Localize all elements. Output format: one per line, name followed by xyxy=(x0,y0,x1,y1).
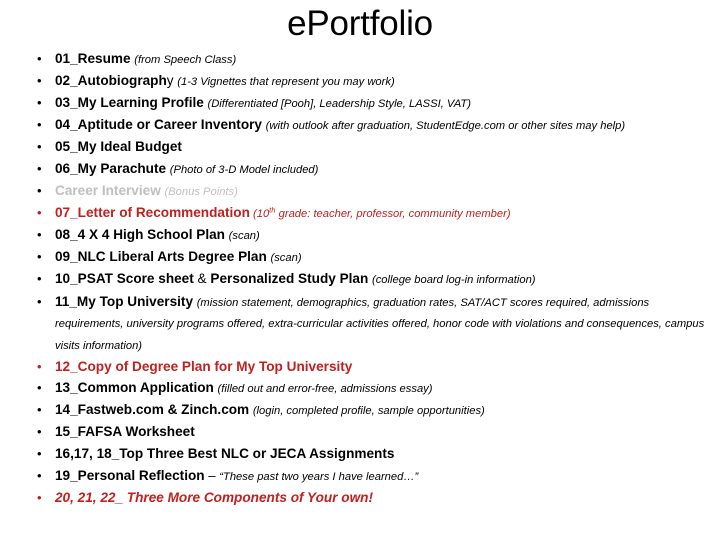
list-item[interactable] xyxy=(0,400,714,422)
bullet-point-icon: • xyxy=(37,51,42,66)
list-item[interactable] xyxy=(0,49,714,71)
list-item-title: 16,17, 18_Top Three Best NLC or JECA Assignments xyxy=(55,446,395,461)
bullet-point-icon: • xyxy=(37,139,42,155)
bullet-point-icon: • xyxy=(37,402,42,418)
list-item[interactable] xyxy=(0,269,714,291)
list-item-text xyxy=(55,444,706,465)
list-item-title-tail: y xyxy=(166,73,174,89)
list-item[interactable] xyxy=(0,203,714,225)
list-item-text xyxy=(55,378,706,400)
bullet-point-icon: • xyxy=(37,424,42,440)
list-item-note: (Photo of 3-D Model included) xyxy=(169,163,319,176)
list-item-title: 08_4 X 4 High School Plan xyxy=(55,227,225,243)
list-item-title: 12_Copy of Degree Plan for My Top University xyxy=(55,358,353,374)
list-item-title: 05_My Ideal Budget xyxy=(55,139,182,155)
bullet-point-icon: • xyxy=(37,293,42,309)
bullet-point-icon: • xyxy=(37,95,42,111)
list-item-text xyxy=(55,71,706,93)
list-item-text xyxy=(55,137,706,158)
list-item-note: (Differentiated [Pooh], Leadership Style, LASSI, VAT) xyxy=(207,98,471,111)
list-item-note: (Bonus Points) xyxy=(164,186,238,199)
list-item[interactable] xyxy=(0,357,714,378)
list-item[interactable] xyxy=(0,488,714,509)
list-item[interactable] xyxy=(0,181,714,203)
list-item-title: 13_Common Application xyxy=(55,380,214,396)
list-item[interactable] xyxy=(0,292,714,357)
page-title: ePortfolio xyxy=(287,4,433,43)
list-item-conjunction: & xyxy=(193,271,211,287)
list-item-title: 03_My Learning Profile xyxy=(55,95,204,111)
list-item-title: 02_Autobiograph xyxy=(55,73,167,89)
list-item-note xyxy=(250,205,511,221)
list-item[interactable] xyxy=(0,247,714,269)
list-item[interactable] xyxy=(0,466,714,488)
list-item-title: 14_Fastweb.com & Zinch.com xyxy=(55,402,250,418)
list-item-title: 01_Resume xyxy=(55,51,131,66)
list-item-note: “These past two years I have learned…” xyxy=(219,470,419,483)
list-item[interactable] xyxy=(0,115,714,137)
list-item-text xyxy=(55,115,706,137)
list-item-title: 07_Letter of Recommendation xyxy=(55,205,250,221)
list-item-text xyxy=(55,488,706,509)
list-item-note: (login, completed profile, sample opportunities) xyxy=(252,405,485,418)
bullet-point-icon: • xyxy=(37,446,42,461)
list-item-note: (with outlook after graduation, StudentEdge.com or other sites may help) xyxy=(265,120,626,133)
list-item[interactable] xyxy=(0,159,714,181)
list-item-title: 04_Aptitude or Career Inventory xyxy=(55,117,262,133)
bullet-point-icon: • xyxy=(37,183,42,199)
list-item-title: 06_My Parachute xyxy=(55,160,167,176)
list-item[interactable] xyxy=(0,378,714,400)
list-item-note: (1-3 Vignettes that represent you may work) xyxy=(177,76,395,89)
list-item[interactable] xyxy=(0,225,714,247)
list-item-dash: – xyxy=(204,467,220,483)
list-item-text xyxy=(55,225,706,247)
bullet-point-icon: • xyxy=(37,249,42,265)
list-item-note: (filled out and error-free, admissions essay) xyxy=(217,383,433,396)
list-item-note: (mission statement, demographics, graduation rates, SAT/ACT scores required, admissions requirements, university programs offered, extra-curricular activities offered, honor code with violations and consequences, campus visits information) xyxy=(55,296,705,352)
list-item-text xyxy=(55,269,706,291)
list-item-text xyxy=(55,93,706,115)
list-item[interactable] xyxy=(0,137,714,158)
list-item-title: 20, 21, 22_ Three More Components of Your own! xyxy=(55,489,374,505)
bullet-point-icon: • xyxy=(37,467,42,483)
list-item-note: (scan) xyxy=(270,252,302,265)
list-item-text xyxy=(55,203,706,225)
list-item-note-pre: (10 xyxy=(253,208,270,221)
list-item-text xyxy=(55,466,706,488)
bullet-point-icon: • xyxy=(37,205,42,221)
list-item-text xyxy=(55,49,706,71)
list-item-title: 11_My Top University xyxy=(55,293,194,309)
list-item-note: (college board log-in information) xyxy=(371,274,536,287)
bullet-point-icon: • xyxy=(37,271,42,287)
list-item-text xyxy=(55,247,706,269)
list-item-note: (from Speech Class) xyxy=(134,54,237,66)
list-item-text xyxy=(55,292,706,357)
list-item-text xyxy=(55,159,706,181)
list-item-title: 10_PSAT Score sheet xyxy=(55,271,194,287)
list-item-title: 15_FAFSA Worksheet xyxy=(55,424,195,440)
list-item-title: 19_Personal Reflection xyxy=(55,467,205,483)
bullet-point-icon: • xyxy=(37,73,42,89)
list-item[interactable] xyxy=(0,422,714,443)
bullet-point-icon: • xyxy=(37,489,42,505)
list-item-note-post: grade: teacher, professor, community member) xyxy=(275,208,511,221)
list-item-title-secondary: Personalized Study Plan xyxy=(210,271,369,287)
list-item-note: (scan) xyxy=(228,230,260,243)
list-item-text xyxy=(55,400,706,422)
list-item[interactable] xyxy=(0,71,714,93)
eportfolio-component-list xyxy=(0,49,714,509)
list-item-title: 09_NLC Liberal Arts Degree Plan xyxy=(55,249,267,265)
bullet-point-icon: • xyxy=(37,117,42,133)
list-item-text xyxy=(55,181,706,203)
bullet-point-icon: • xyxy=(37,380,42,396)
bullet-point-icon: • xyxy=(37,160,42,176)
list-item[interactable] xyxy=(0,444,714,465)
list-item-title: Career Interview xyxy=(55,183,161,199)
list-item-text xyxy=(55,422,706,443)
list-item-note-superscript: th xyxy=(269,205,276,215)
list-item[interactable] xyxy=(0,93,714,115)
bullet-point-icon: • xyxy=(37,227,42,243)
list-item-text xyxy=(55,357,706,378)
bullet-point-icon: • xyxy=(37,358,42,374)
